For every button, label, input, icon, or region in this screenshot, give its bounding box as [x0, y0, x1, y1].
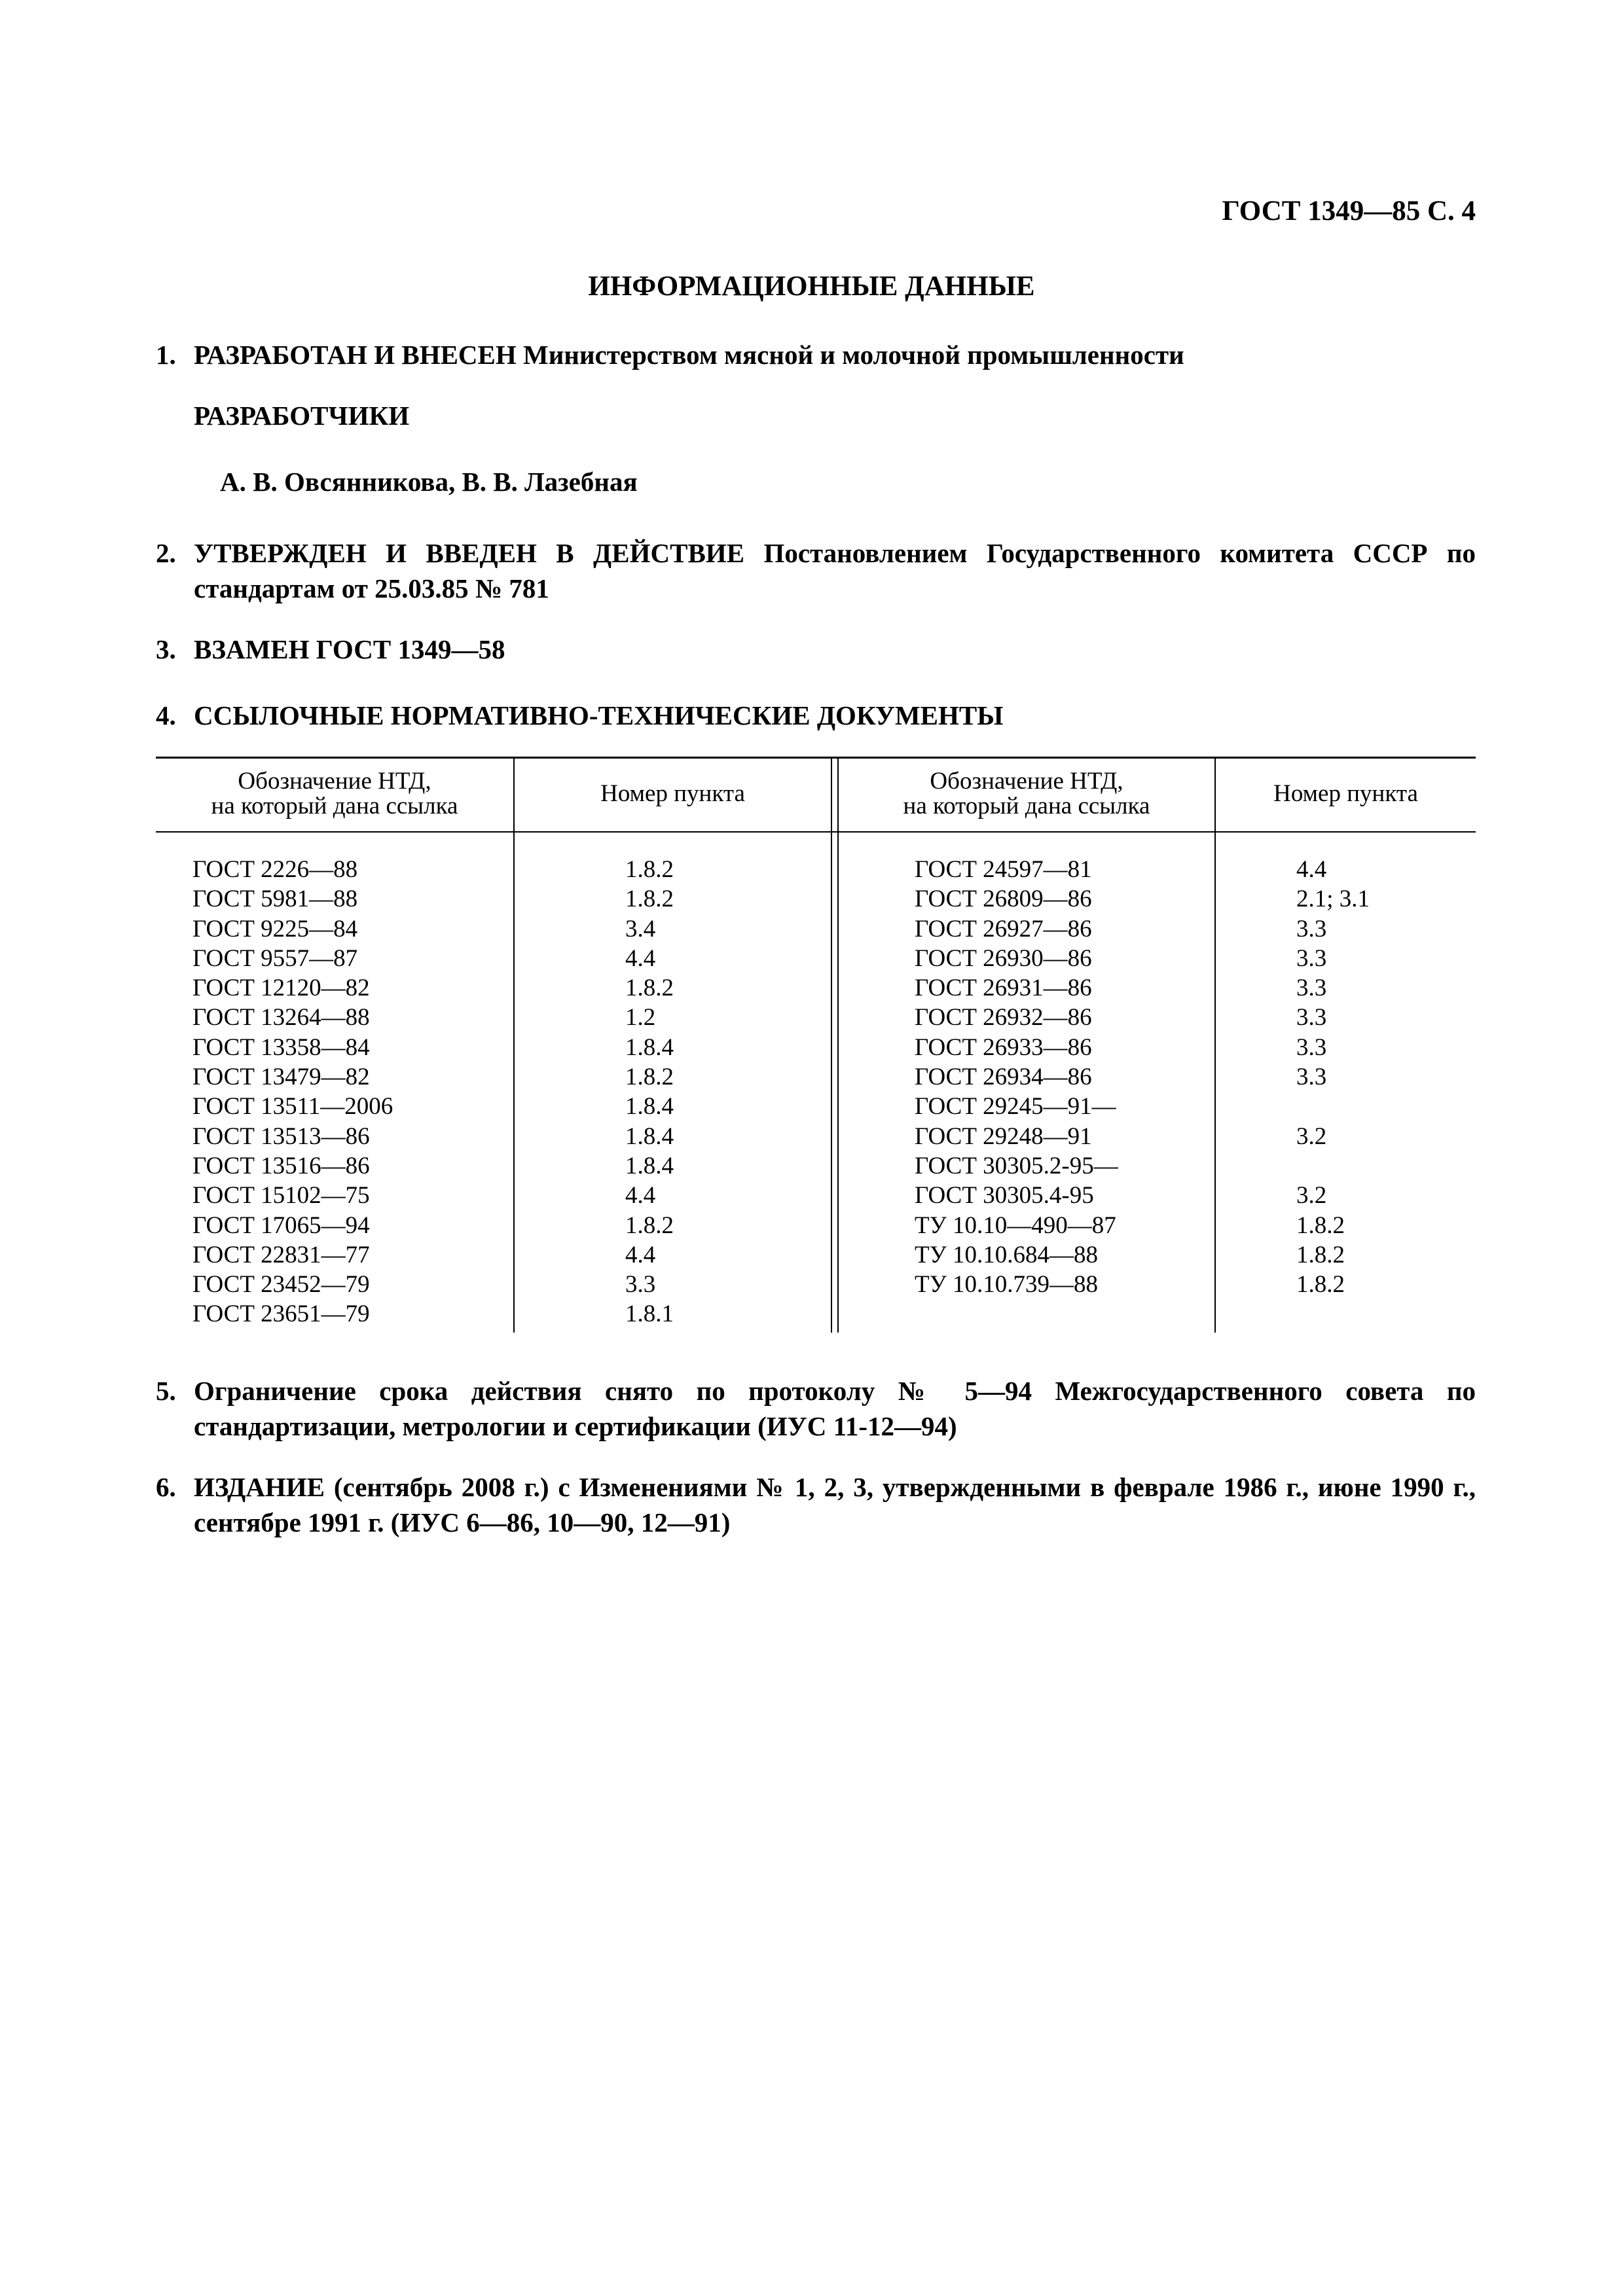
item-number: 2. — [156, 538, 176, 568]
header-point-label: Номер пункта — [600, 780, 745, 807]
table-cell-point: 3.3 — [1296, 915, 1327, 942]
item-text: ССЫЛОЧНЫЕ НОРМАТИВНО-ТЕХНИЧЕСКИЕ ДОКУМЕНТЫ — [194, 700, 1004, 730]
table-cell-point: 1.8.2 — [1296, 1241, 1345, 1268]
table-cell-point: 3.4 — [625, 915, 656, 942]
table-cell-doc: ГОСТ 22831—77 — [192, 1241, 370, 1268]
table-cell-point: 2.1; 3.1 — [1296, 886, 1370, 913]
table-double-divider-b — [837, 757, 839, 1333]
table-cell-doc: ГОСТ 13516—86 — [192, 1152, 370, 1179]
header-doc-line1: Обозначение НТД, — [930, 768, 1123, 795]
table-cell-doc: ГОСТ 9225—84 — [192, 915, 358, 942]
item-6 — [156, 1469, 1476, 1540]
item-3 — [156, 632, 1476, 667]
table-cell-doc: ТУ 10.10.684—88 — [915, 1241, 1099, 1268]
table-cell-doc: ГОСТ 13479—82 — [192, 1064, 370, 1091]
item-2 — [156, 535, 1476, 606]
table-cell-point: 1.8.2 — [625, 1211, 674, 1239]
item-text: РАЗРАБОТАН И ВНЕСЕН Министерством мясной и молочной промышленности — [194, 340, 1184, 370]
table-cell-doc: ГОСТ 24597—81 — [915, 856, 1092, 883]
table-cell-point: 4.4 — [625, 1182, 656, 1210]
table-cell-doc: ГОСТ 2226—88 — [192, 856, 358, 883]
table-cell-point: 1.8.2 — [1296, 1211, 1345, 1239]
item-5 — [156, 1373, 1476, 1444]
table-cell-doc: ГОСТ 13513—86 — [192, 1122, 370, 1150]
table-cell-doc: ГОСТ 13358—84 — [192, 1033, 370, 1061]
table-cell-point: 3.3 — [1296, 944, 1327, 972]
table-cell-doc: ГОСТ 26927—86 — [915, 915, 1092, 942]
table-cell-point: 3.3 — [625, 1271, 656, 1299]
header-doc-right — [839, 757, 1214, 831]
table-cell-doc: ТУ 10.10.739—88 — [915, 1271, 1099, 1299]
header-point-label: Номер пункта — [1273, 780, 1418, 807]
table-cell-doc: ГОСТ 13511—2006 — [192, 1093, 393, 1121]
header-point-left — [515, 757, 831, 831]
table-cell-point: 1.8.4 — [625, 1033, 674, 1061]
table-column-divider — [1214, 757, 1216, 1333]
right-doc-column — [915, 855, 1118, 1299]
table-cell-point: 3.3 — [1296, 975, 1327, 1002]
developers-names: А. В. Овсянникова, В. В. Лазебная — [220, 467, 638, 497]
table-cell-point: 1.8.4 — [625, 1122, 674, 1150]
table-cell-point: 4.4 — [625, 944, 656, 972]
table-cell-point: 1.8.2 — [625, 1064, 674, 1091]
table-cell-doc: ГОСТ 26809—86 — [915, 886, 1092, 913]
header-doc-line2: на который дана ссылка — [903, 793, 1150, 819]
item-text: Ограничение срока действия снято по протоколу № 5—94 Межгосударственного совета по стандартизации, метрологии и сертификации (ИУС 11-12—94) — [194, 1376, 1476, 1441]
developers-heading: РАЗРАБОТЧИКИ — [194, 401, 410, 431]
table-cell-point — [1296, 1092, 1370, 1121]
table-cell-point: 3.2 — [1296, 1182, 1327, 1210]
table-cell-point: 3.3 — [1296, 1064, 1327, 1091]
section-title: ИНФОРМАЦИОННЫЕ ДАННЫЕ — [588, 271, 1035, 302]
item-text: УТВЕРЖДЕН И ВВЕДЕН В ДЕЙСТВИЕ Постановлением Государственного комитета СССР по стандартам от 25.03.85 № 781 — [194, 538, 1476, 603]
item-number: 6. — [156, 1472, 176, 1502]
header-doc-line1: Обозначение НТД, — [238, 768, 431, 795]
item-number: 3. — [156, 634, 176, 664]
reference-documents-table — [156, 757, 1476, 1333]
item-text: ИЗДАНИЕ (сентябрь 2008 г.) с Изменениями № 1, 2, 3, утвержденными в феврале 1986 г., июне 1990 г., сентябре 1991 г. (ИУС 6—86, 10—90, 12—91) — [194, 1472, 1476, 1537]
table-cell-doc: ГОСТ 26931—86 — [915, 975, 1092, 1002]
table-cell-point: 3.2 — [1296, 1122, 1327, 1150]
right-point-column — [1296, 855, 1370, 1299]
table-cell-doc: ГОСТ 30305.4-95 — [915, 1182, 1094, 1210]
table-cell-point: 1.8.2 — [625, 856, 674, 883]
left-doc-column — [192, 855, 393, 1329]
table-cell-doc: ГОСТ 17065—94 — [192, 1211, 370, 1239]
table-cell-doc: ГОСТ 9557—87 — [192, 944, 358, 972]
table-cell-point: 1.2 — [625, 1004, 656, 1031]
table-cell-point: 3.3 — [1296, 1033, 1327, 1061]
table-cell-doc: ГОСТ 15102—75 — [192, 1182, 370, 1210]
header-doc-left — [156, 757, 513, 831]
table-cell-point — [1296, 1151, 1370, 1181]
table-column-divider — [513, 757, 515, 1333]
table-cell-point: 4.4 — [1296, 856, 1327, 883]
table-cell-point: 1.8.4 — [625, 1152, 674, 1179]
left-point-column — [625, 855, 674, 1329]
table-cell-doc: ГОСТ 26934—86 — [915, 1064, 1092, 1091]
table-cell-doc: ГОСТ 26930—86 — [915, 944, 1092, 972]
table-cell-point: 1.8.2 — [1296, 1271, 1345, 1299]
table-cell-doc: ГОСТ 29245—91— — [915, 1093, 1116, 1121]
table-cell-point: 1.8.2 — [625, 886, 674, 913]
table-cell-doc: ТУ 10.10—490—87 — [915, 1211, 1116, 1239]
table-cell-doc: ГОСТ 5981—88 — [192, 886, 358, 913]
table-header-rule — [156, 831, 1476, 833]
header-doc-line2: на который дана ссылка — [211, 793, 458, 819]
running-header: ГОСТ 1349—85 С. 4 — [1222, 196, 1476, 226]
table-cell-point: 1.8.1 — [625, 1300, 674, 1328]
item-number: 1. — [156, 340, 176, 370]
item-4 — [156, 698, 1476, 733]
table-cell-doc: ГОСТ 23452—79 — [192, 1271, 370, 1299]
table-cell-point: 1.8.2 — [625, 975, 674, 1002]
table-cell-doc: ГОСТ 12120—82 — [192, 975, 370, 1002]
table-cell-doc: ГОСТ 13264—88 — [192, 1004, 370, 1031]
item-1 — [156, 337, 1476, 372]
table-cell-doc: ГОСТ 23651—79 — [192, 1300, 370, 1328]
table-cell-point: 3.3 — [1296, 1004, 1327, 1031]
table-cell-point: 4.4 — [625, 1241, 656, 1268]
item-number: 4. — [156, 700, 176, 730]
table-cell-doc: ГОСТ 29248—91 — [915, 1122, 1092, 1150]
table-cell-point: 1.8.4 — [625, 1093, 674, 1121]
table-cell-doc: ГОСТ 26933—86 — [915, 1033, 1092, 1061]
table-cell-doc: ГОСТ 26932—86 — [915, 1004, 1092, 1031]
table-cell-doc: ГОСТ 30305.2-95— — [915, 1152, 1118, 1179]
item-text: ВЗАМЕН ГОСТ 1349—58 — [194, 634, 505, 664]
table-double-divider-a — [831, 757, 832, 1333]
header-point-right — [1216, 757, 1476, 831]
item-number: 5. — [156, 1376, 176, 1406]
